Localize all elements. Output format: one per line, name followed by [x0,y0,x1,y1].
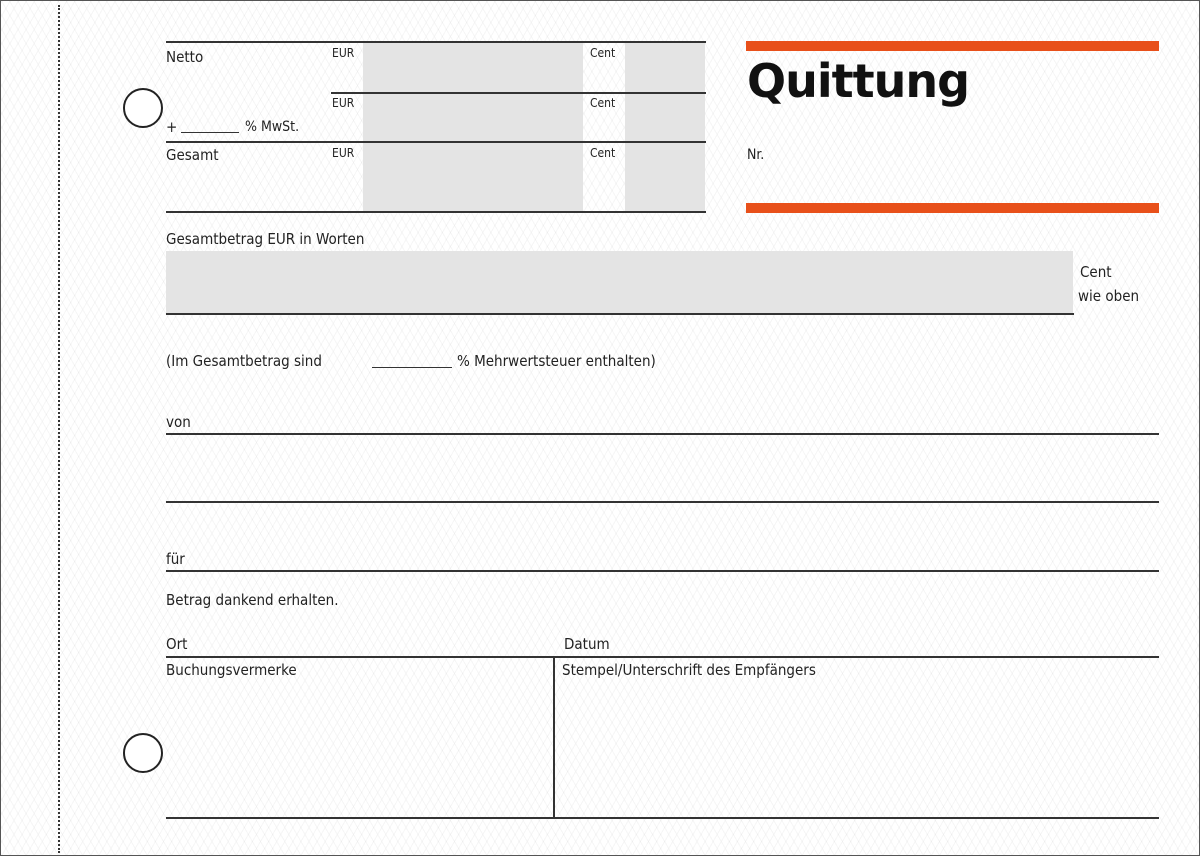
punch-hole-top [123,88,163,128]
title-top-bar [746,41,1159,51]
received-text: Betrag dankend erhalten. [166,591,339,609]
words-label: Gesamtbetrag EUR in Worten [166,230,365,248]
vat-eur-label: EUR [332,96,355,110]
vat-row-rule [331,92,706,94]
bottom-rule [166,817,1159,819]
number-label: Nr. [747,147,765,163]
cent-amount-shading [625,43,705,213]
netto-label: Netto [166,48,204,66]
eur-amount-shading [363,43,583,213]
gesamt-eur-label: EUR [332,146,355,160]
words-rule [166,313,1074,315]
words-cent-label: Cent [1080,263,1112,281]
netto-eur-label: EUR [332,46,355,60]
vat-cent-label: Cent [590,96,616,110]
words-cent-suffix: wie oben [1078,287,1140,305]
bottom-divider [553,656,555,818]
from-line-1[interactable] [166,433,1159,435]
from-label: von [166,413,191,431]
date-label: Datum [564,635,610,653]
for-line[interactable] [166,570,1159,572]
for-label: für [166,550,185,568]
from-line-2[interactable] [166,501,1159,503]
page-title: Quittung [747,54,970,108]
vat-plus-label: + [166,118,178,136]
booking-label: Buchungsvermerke [166,661,297,679]
booking-notes-area[interactable] [168,681,551,815]
vat-label: % MwSt. [245,119,300,135]
place-label: Ort [166,635,188,653]
vat-note-suffix: % Mehrwertsteuer enthalten) [457,352,656,370]
vat-rate-blank[interactable] [181,132,239,133]
netto-cent-label: Cent [590,46,616,60]
words-field[interactable] [166,251,1073,313]
amounts-top-rule [166,41,706,43]
gesamt-label: Gesamt [166,146,219,164]
signature-label: Stempel/Unterschrift des Empfängers [562,661,816,679]
signature-area[interactable] [557,681,1157,815]
perforation-line [58,5,60,853]
punch-hole-bottom [123,733,163,773]
gesamt-cent-label: Cent [590,146,616,160]
title-bottom-bar [746,203,1159,213]
amounts-bottom-rule [166,211,706,213]
vat-note-blank[interactable] [372,367,452,368]
place-date-line[interactable] [166,656,1159,658]
gesamt-row-rule [166,141,706,143]
vat-note-prefix: (Im Gesamtbetrag sind [166,352,322,370]
